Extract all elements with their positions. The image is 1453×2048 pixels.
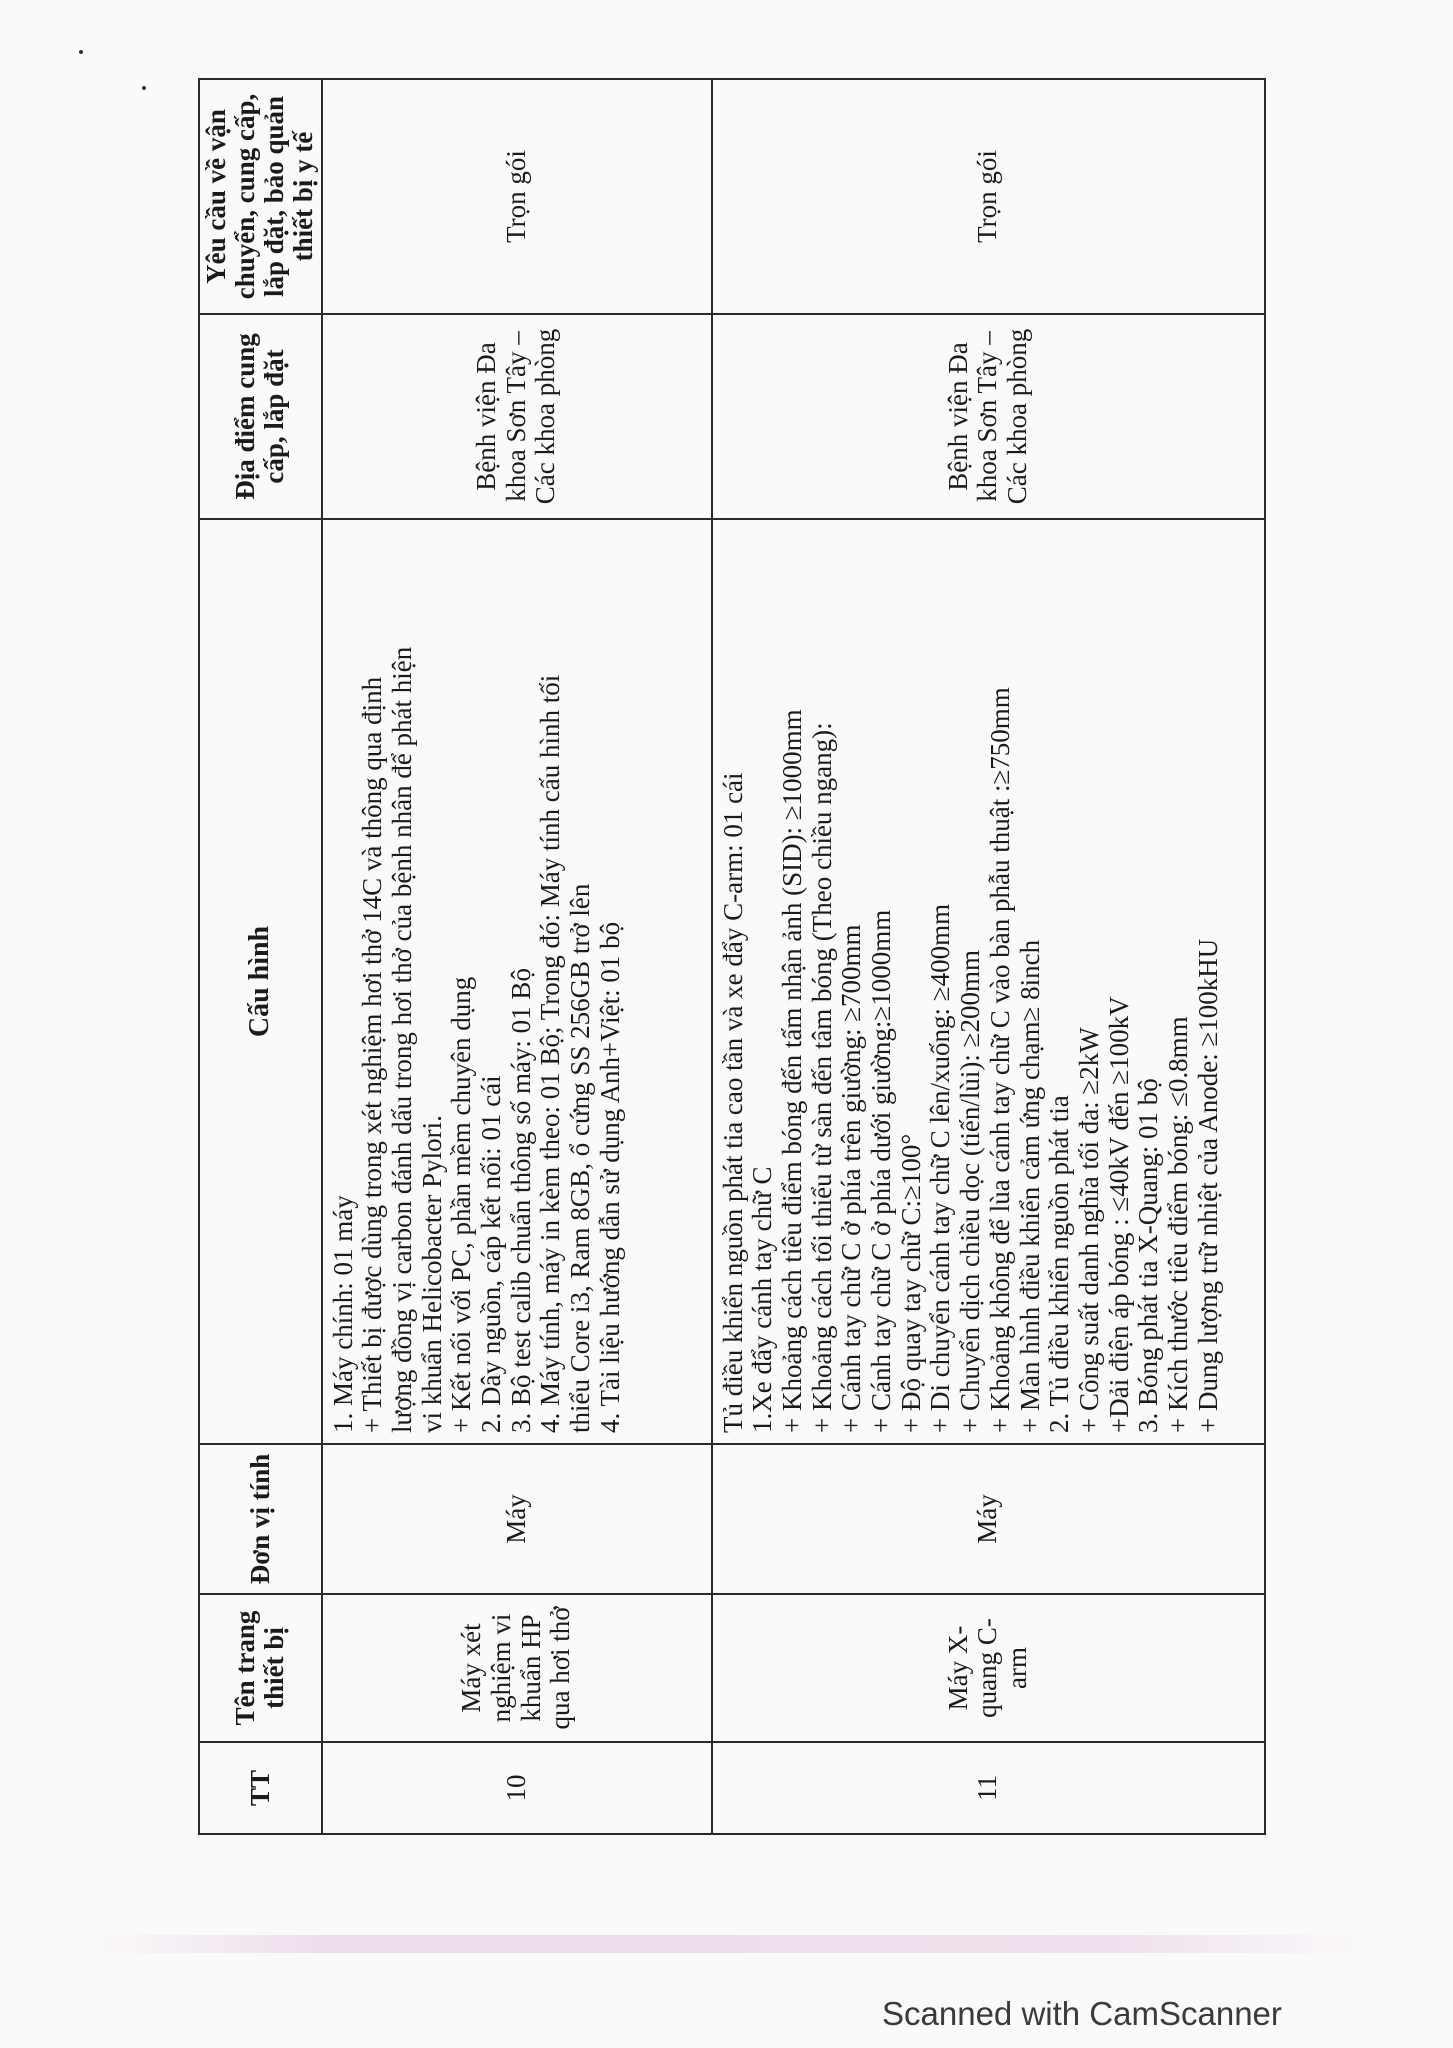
row-number: 10: [322, 1742, 712, 1834]
config-line: 2. Tủ điều khiển nguồn phát tia: [1044, 1095, 1075, 1433]
config-line: 3. Bộ test calib chuẩn thông số máy: 01 Bộ: [505, 968, 536, 1433]
table-row: [712, 79, 1265, 1834]
camscanner-watermark: Scanned with CamScanner: [882, 1995, 1282, 2032]
header-requirements: Yêu cầu về vận chuyển, cung cấp, lắp đặt, bảo quản thiết bị y tế: [199, 79, 322, 314]
config-line: + Màn hình điều khiển cảm ứng chạm≥ 8inch: [1014, 939, 1045, 1433]
config-line: + Thiết bị được dùng trong xét nghiệm hơi thở 14C và thông qua định: [357, 676, 388, 1433]
config-line: + Khoảng không để lùa cánh tay chữ C vào bàn phẫu thuật :≥750mm: [984, 687, 1015, 1433]
unit: Máy: [712, 1444, 1265, 1594]
config-line: + Độ quay tay chữ C:≥100°: [895, 1133, 926, 1433]
location: Bệnh viện Đa khoa Sơn Tây – Các khoa phòng: [322, 314, 712, 519]
header-location: Địa điểm cung cấp, lắp đặt: [199, 314, 322, 519]
config-line: + Công suất danh nghĩa tối đa: ≥2kW: [1073, 1027, 1104, 1433]
config-line: +Dải điện áp bóng : ≤40kV đến ≥100kV: [1103, 996, 1134, 1433]
equipment-name: Máy X-quang C-arm: [712, 1594, 1265, 1742]
scan-smudge: [80, 1935, 1380, 1953]
config-line: + Cánh tay chữ C ở phía dưới giường:≥1000mm: [866, 909, 897, 1433]
config-line: 1. Máy chính: 01 máy: [327, 1195, 358, 1433]
config-line: lượng đồng vị carbon đánh dấu trong hơi thở của bệnh nhân để phát hiện: [387, 646, 417, 1433]
config-line: + Cánh tay chữ C ở phía trên giường: ≥700mm: [836, 924, 867, 1433]
config-line: 3. Bóng phát tia X-Quang: 01 bộ: [1133, 1078, 1164, 1433]
location: Bệnh viện Đa khoa Sơn Tây – Các khoa phòng: [712, 314, 1265, 519]
config-line: + Chuyển dịch chiều dọc (tiến/lùi): ≥200mm: [955, 950, 986, 1433]
configuration-cell: [712, 519, 1265, 1444]
header-configuration: Cấu hình: [199, 519, 322, 1444]
table-header-row: [199, 79, 322, 1834]
table-row: [322, 79, 712, 1834]
config-line: 2. Dây nguồn, cáp kết nối: 01 cái: [476, 1075, 507, 1433]
header-equipment-name: Tên trang thiết bị: [199, 1594, 322, 1742]
configuration-cell: [322, 519, 712, 1444]
scan-speck: [142, 86, 146, 90]
row-number: 11: [712, 1742, 1265, 1834]
unit: Máy: [322, 1444, 712, 1594]
requirements: Trọn gói: [322, 79, 712, 314]
config-line: 1.Xe đẩy cánh tay chữ C: [747, 1166, 778, 1433]
config-line: + Khoảng cách tiêu điểm bóng đến tấm nhận ảnh (SID): ≥1000mm: [777, 709, 807, 1433]
scan-speck: [79, 50, 83, 54]
requirements: Trọn gói: [712, 79, 1265, 314]
config-line: + Kích thước tiêu điểm bóng: ≤0.8mm: [1162, 1016, 1193, 1433]
config-line: + Kết nối với PC, phần mềm chuyên dụng: [446, 976, 477, 1433]
equipment-spec-table: [198, 78, 1266, 1835]
config-line: + Di chuyển cánh tay chữ C lên/xuống: ≥400mm: [925, 903, 956, 1433]
header-unit: Đơn vị tính: [199, 1444, 322, 1594]
config-line: Tủ điều khiển nguồn phát tia cao tần và xe đẩy C-arm: 01 cái: [717, 772, 748, 1433]
config-line: 4. Máy tính, máy in kèm theo: 01 Bộ; Trong đó: Máy tính cấu hình tối: [535, 674, 566, 1433]
config-line: vi khuẩn Helicobacter Pylori.: [416, 1115, 447, 1433]
header-tt: TT: [199, 1742, 322, 1834]
config-line: thiểu Core i3, Ram 8GB, ổ cứng SS 256GB trở lên: [565, 883, 596, 1433]
config-line: + Khoảng cách tối thiểu từ sàn đến tâm bóng (Theo chiều ngang):: [806, 722, 837, 1433]
equipment-name: Máy xét nghiệm vi khuẩn HP qua hơi thở: [322, 1594, 712, 1742]
config-line: + Dung lượng trữ nhiệt của Anode: ≥100kHU: [1192, 938, 1223, 1433]
config-line: 4. Tài liệu hướng dẫn sử dụng Anh+Việt: 01 bộ: [594, 921, 625, 1433]
rotated-table-wrapper: [198, 80, 1263, 1835]
